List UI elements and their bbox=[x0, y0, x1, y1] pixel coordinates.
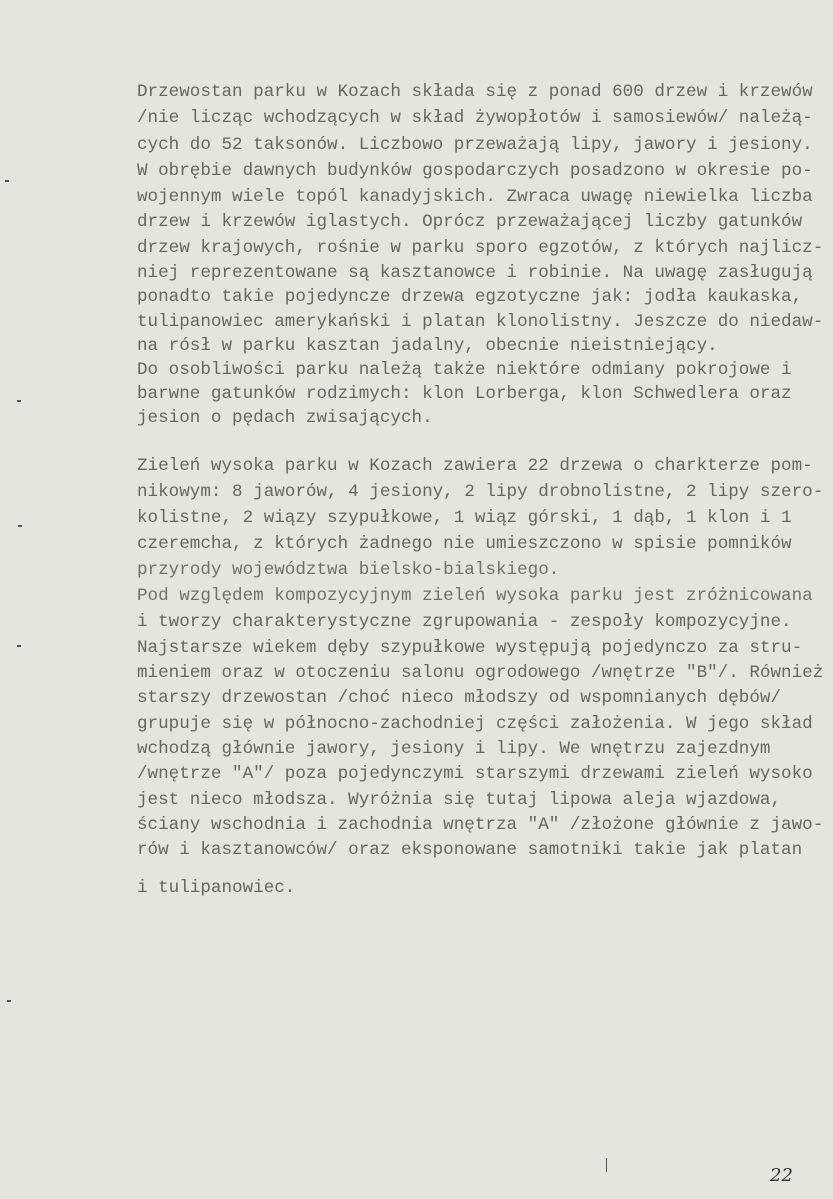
text-line: jesion o pędach zwisających. bbox=[137, 408, 433, 428]
text-line: mieniem oraz w otoczeniu salonu ogrodowego /wnętrze "B"/. Również bbox=[137, 663, 824, 683]
margin-mark bbox=[17, 645, 21, 647]
text-line: ponadto takie pojedyncze drzewa egzotyczne jak: jodła kaukaska, bbox=[137, 287, 803, 307]
text-line: niej reprezentowane są kasztanowce i robinie. Na uwagę zasługują bbox=[137, 263, 813, 283]
text-line: /nie licząc wchodzących w skład żywopłotów i samosiewów/ należą- bbox=[137, 108, 813, 128]
margin-mark bbox=[7, 1000, 11, 1002]
text-line: czeremcha, z których żadnego nie umieszczono w spisie pomników bbox=[137, 534, 792, 554]
text-line: Najstarsze wiekem dęby szypułkowe występują pojedynczo za stru- bbox=[137, 638, 803, 658]
text-line: drzew i krzewów iglastych. Oprócz przeważającej liczby gatunków bbox=[137, 212, 803, 232]
margin-mark bbox=[606, 1158, 607, 1172]
text-line: Pod względem kompozycyjnym zieleń wysoka parku jest zróżnicowana bbox=[137, 586, 813, 606]
text-line: grupuje się w północno-zachodniej części założenia. W jego skład bbox=[137, 714, 813, 734]
text-line: Drzewostan parku w Kozach składa się z ponad 600 drzew i krzewów bbox=[137, 82, 813, 102]
text-line: /wnętrze "A"/ poza pojedynczymi starszymi drzewami zieleń wysoko bbox=[137, 764, 813, 784]
text-line: tulipanowiec amerykański i platan klonolistny. Jeszcze do niedaw- bbox=[137, 312, 824, 332]
text-line: wchodzą głównie jawory, jesiony i lipy. We wnętrzu zajezdnym bbox=[137, 739, 771, 759]
text-line: ściany wschodnia i zachodnia wnętrza "A" /złożone głównie z jawo- bbox=[137, 815, 824, 835]
margin-mark bbox=[17, 400, 21, 402]
text-line: nikowym: 8 jaworów, 4 jesiony, 2 lipy drobnolistne, 2 lipy szero- bbox=[137, 482, 824, 502]
text-line: i tworzy charakterystyczne zgrupowania - zespoły kompozycyjne. bbox=[137, 612, 792, 632]
text-line: barwne gatunków rodzimych: klon Lorberga, klon Schwedlera oraz bbox=[137, 384, 792, 404]
text-line: jest nieco młodsza. Wyróżnia się tutaj lipowa aleja wjazdowa, bbox=[137, 790, 782, 810]
margin-mark bbox=[5, 180, 9, 182]
text-line: na rósł w parku kasztan jadalny, obecnie nieistniejący. bbox=[137, 336, 718, 356]
margin-mark bbox=[18, 525, 22, 527]
text-line: Do osobliwości parku należą także niektóre odmiany pokrojowe i bbox=[137, 360, 792, 380]
page-number: 22 bbox=[770, 1165, 793, 1186]
text-line: wojennym wiele topól kanadyjskich. Zwraca uwagę niewielka liczba bbox=[137, 187, 813, 207]
text-line: W obrębie dawnych budynków gospodarczych posadzono w okresie po- bbox=[137, 161, 813, 181]
text-line: Zieleń wysoka parku w Kozach zawiera 22 drzewa o charkterze pom- bbox=[137, 456, 813, 476]
text-line: drzew krajowych, rośnie w parku sporo egzotów, z których najlicz- bbox=[137, 238, 824, 258]
text-line: starszy drzewostan /choć nieco młodszy od wspomnianych dębów/ bbox=[137, 688, 782, 708]
text-line: i tulipanowiec. bbox=[137, 878, 296, 898]
text-line: przyrody województwa bielsko-bialskiego. bbox=[137, 560, 560, 580]
text-line: kolistne, 2 wiązy szypułkowe, 1 wiąz górski, 1 dąb, 1 klon i 1 bbox=[137, 508, 792, 528]
text-line: rów i kasztanowców/ oraz eksponowane samotniki takie jak platan bbox=[137, 840, 803, 860]
text-line: cych do 52 taksonów. Liczbowo przeważają lipy, jawory i jesiony. bbox=[137, 135, 813, 155]
